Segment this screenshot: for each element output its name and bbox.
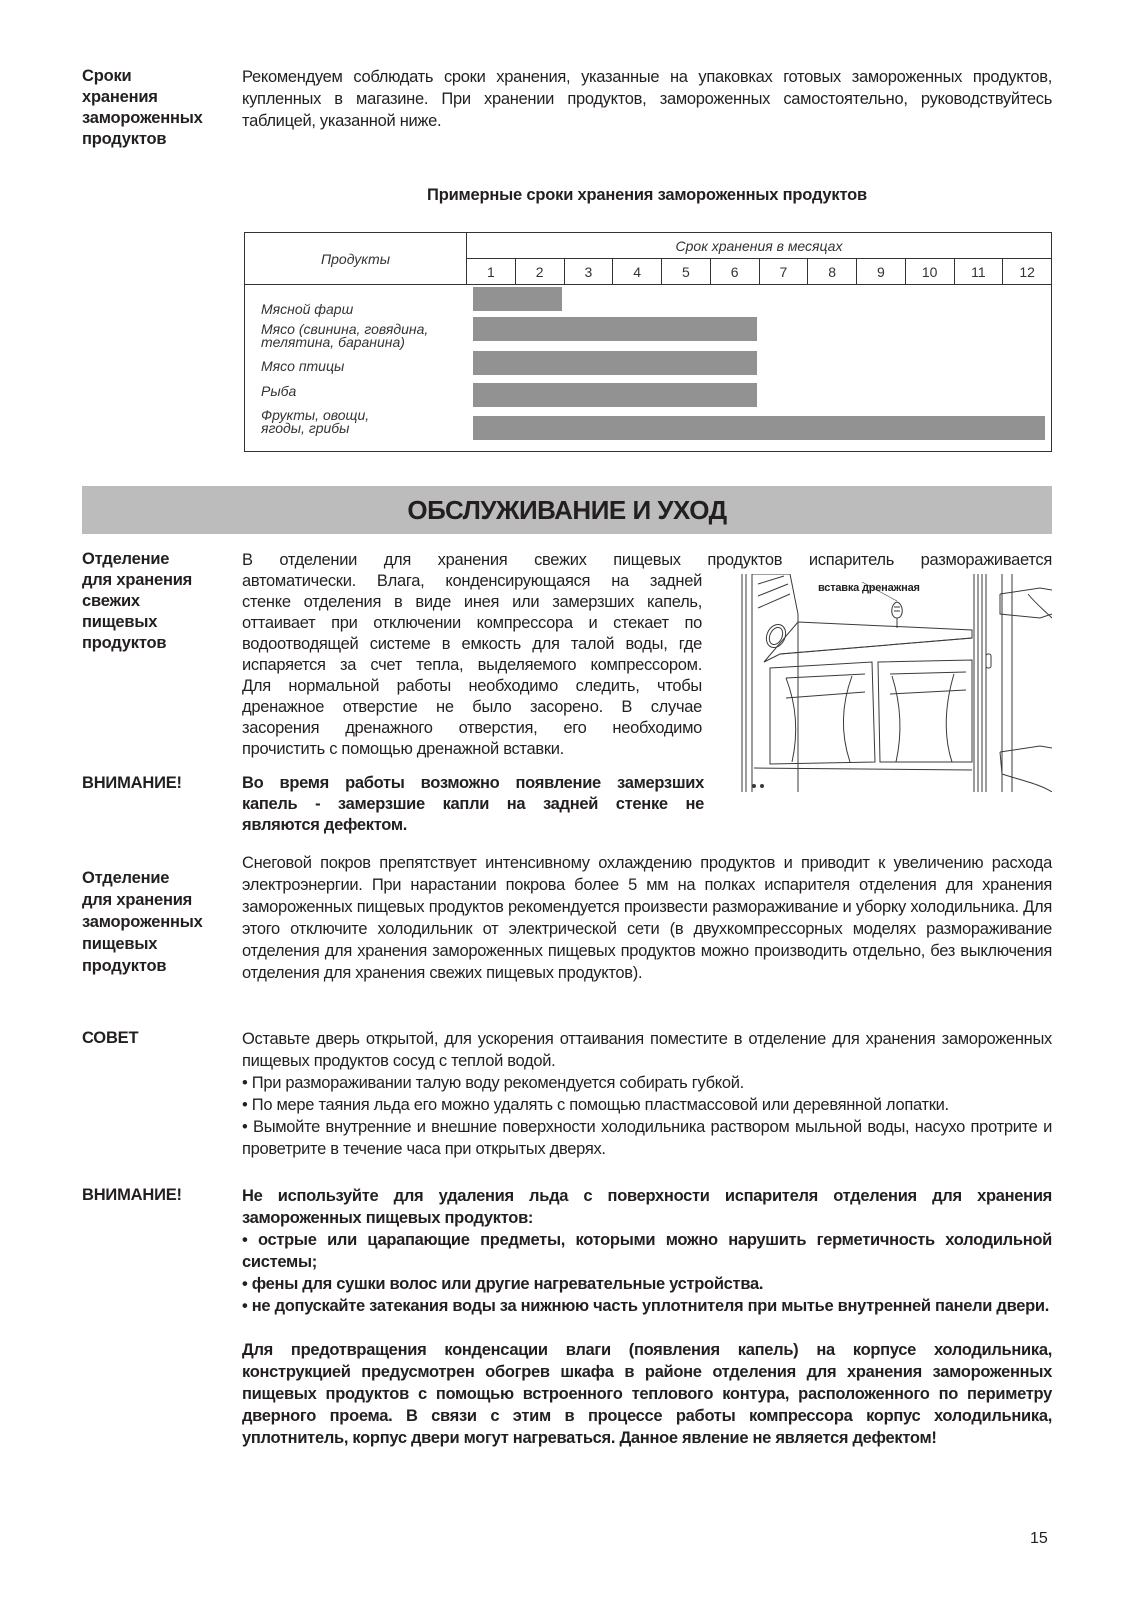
month-header: 2 [516, 259, 565, 284]
warning-note: Для предотвращения конденсации влаги (появления капель) на корпусе холодильника, конструкцией предусмотрен обогрев шкафа в районе отделения для хранения замороженных пищевых продуктов с помощью встроенного теплового контура, расположенного по периметру дверного проема. В связи с этим в процессе работы компрессора корпус холодильника, уплотнитель, корпус двери могут нагреваться. Данное явление не является дефектом! [242, 1341, 1052, 1447]
text-line: прочистить с помощью дренажной вставки. [242, 740, 564, 758]
month-header: 3 [565, 259, 614, 284]
heading-line: замороженных [82, 913, 203, 931]
month-header: 6 [711, 259, 760, 284]
row-label-fish [261, 385, 461, 398]
row-label-line: Мясной фарш [261, 301, 354, 317]
advice-bullet: • Вымойте внутренние и внешние поверхности холодильника раствором мыльной воды, насухо протрите и проветрите в течение часа при открытых дверях. [242, 1118, 1052, 1158]
heading-line: замороженных [82, 109, 203, 127]
storage-terms-text: Рекомендуем соблюдать сроки хранения, указанные на упаковках готовых замороженных продуктов, купленных в магазине. При хранении продуктов, замороженных самостоятельно, руководствуйтесь таблицей, указанной ниже. [242, 68, 1052, 130]
warning-bullet: • не допускайте затекания воды за нижнюю часть уплотнителя при мытье внутренней панели двери. [242, 1297, 1050, 1315]
warning-intro: Не используйте для удаления льда с поверхности испарителя отделения для хранения замороженных пищевых продуктов: [242, 1187, 1052, 1227]
month-header: 8 [808, 259, 857, 284]
heading-line: продуктов [82, 957, 167, 975]
advice-text [242, 1028, 1052, 1160]
month-header: 12 [1019, 263, 1035, 280]
advice-bullet: • При размораживании талую воду рекомендуется собирать губкой. [242, 1074, 744, 1092]
month-header: 10 [906, 259, 955, 284]
bar-fruits [473, 416, 1045, 440]
row-label-meat [261, 323, 461, 349]
month-header-row [467, 259, 1051, 285]
row-label-fruits [261, 409, 461, 435]
row-label-minced-meat [261, 303, 461, 316]
row-label-line: телятина, баранина) [261, 334, 405, 350]
text-line: дренажное отверстие не было засорено. В случае [242, 698, 702, 716]
heading-line: продуктов [82, 634, 167, 652]
month-header: 7 [760, 259, 809, 284]
text-line: являются дефектом. [242, 816, 408, 834]
advice-label: СОВЕТ [82, 1029, 139, 1047]
fresh-compartment-first-line: В отделении для хранения свежих пищевых продуктов испаритель размораживается [242, 551, 1052, 569]
section-banner: ОБСЛУЖИВАНИЕ И УХОД [82, 486, 1052, 534]
month-header: 5 [662, 259, 711, 284]
figure-label-drain-insert: вставка дренажная [818, 582, 920, 594]
month-header: 11 [955, 259, 1004, 284]
bar-fish [473, 383, 757, 407]
page-number: 15 [1030, 1530, 1048, 1547]
warning-text-1 [242, 773, 704, 836]
month-header: 1 [467, 259, 516, 284]
text-line: автоматически. Влага, конденсирующаяся на задней [242, 572, 702, 590]
warning-label-2: ВНИМАНИЕ! [82, 1186, 182, 1204]
text-line: Для нормальной работы необходимо следить, чтобы [242, 677, 702, 695]
text-line: испаряется за счет тепла, выделяемого компрессором. [242, 656, 702, 674]
storage-terms-table [244, 232, 1052, 452]
warning-text-2 [242, 1185, 1052, 1449]
warning-label-1: ВНИМАНИЕ! [82, 774, 182, 792]
warning-bullet: • фены для сушки волос или другие нагревательные устройства. [242, 1275, 764, 1293]
text-line: оттаивает при отключении компрессора и стекает по [242, 614, 702, 632]
row-label-poultry [261, 360, 461, 373]
table-title: Примерные сроки хранения замороженных продуктов [427, 186, 867, 204]
warning-bullet: • острые или царапающие предметы, которыми можно нарушить герметичность холодильной системы; [242, 1231, 1052, 1271]
month-header: 4 [613, 259, 662, 284]
text-line: капель - замерзшие капли на задней стенке не [242, 795, 704, 813]
text-line: Во время работы возможно появление замерзших [242, 774, 704, 792]
heading-line: для хранения [82, 891, 193, 909]
advice-bullet: • По мере таяния льда его можно удалять с помощью пластмассовой или деревянной лопатки. [242, 1096, 949, 1114]
text-line: стенке отделения в виде инея или замерзших капель, [242, 593, 702, 611]
bar-minced-meat [473, 287, 562, 311]
month-header: 9 [857, 259, 906, 284]
frozen-compartment-heading [82, 867, 232, 977]
fridge-interior-illustration [740, 574, 1052, 792]
row-label-line: Мясо (свинина, говядина, [261, 321, 429, 337]
heading-line: пищевых [82, 613, 158, 631]
row-label-line: Мясо птицы [261, 358, 345, 374]
heading-line: пищевых [82, 935, 158, 953]
bar-poultry [473, 351, 757, 375]
text-line: водоотводящей системе в емкость для талой воды, где [242, 635, 702, 653]
frozen-compartment-text: Снеговой покров препятствует интенсивному охлаждению продуктов и приводит к увеличению расхода электроэнергии. При нарастании покрова более 5 мм на полках испарителя отделения для хранения замороженных пищевых продуктов рекомендуется произвести размораживание и уборку холодильника. Для этого отключите холодильник от электрической сети (в двухкомпрессорных моделях размораживание отделения для хранения замороженных пищевых продуктов можно производить отдельно, без выключения отделения для хранения свежих пищевых продуктов). [242, 854, 1052, 982]
text-line: засорения дренажного отверстия, его необходимо [242, 719, 702, 737]
heading-line: Отделение [82, 550, 170, 568]
fresh-compartment-text [242, 571, 702, 760]
fresh-compartment-heading [82, 549, 232, 654]
storage-terms-heading [82, 66, 232, 150]
heading-line: хранения [82, 88, 158, 106]
heading-line: Сроки [82, 67, 132, 85]
advice-intro: Оставьте дверь открытой, для ускорения оттаивания поместите в отделение для хранения замороженных пищевых продуктов сосуд с теплой водой. [242, 1030, 1052, 1070]
heading-line: продуктов [82, 130, 167, 148]
bar-meat [473, 317, 757, 341]
heading-line: Отделение [82, 869, 170, 887]
column-header-products: Продукты [245, 233, 467, 285]
row-label-line: Фрукты, овощи, [261, 407, 370, 423]
heading-line: для хранения [82, 571, 193, 589]
row-label-line: Рыба [261, 383, 297, 399]
heading-line: свежих [82, 592, 140, 610]
column-header-term: Срок хранения в месяцах [467, 233, 1051, 259]
row-label-line: ягоды, грибы [261, 420, 350, 436]
